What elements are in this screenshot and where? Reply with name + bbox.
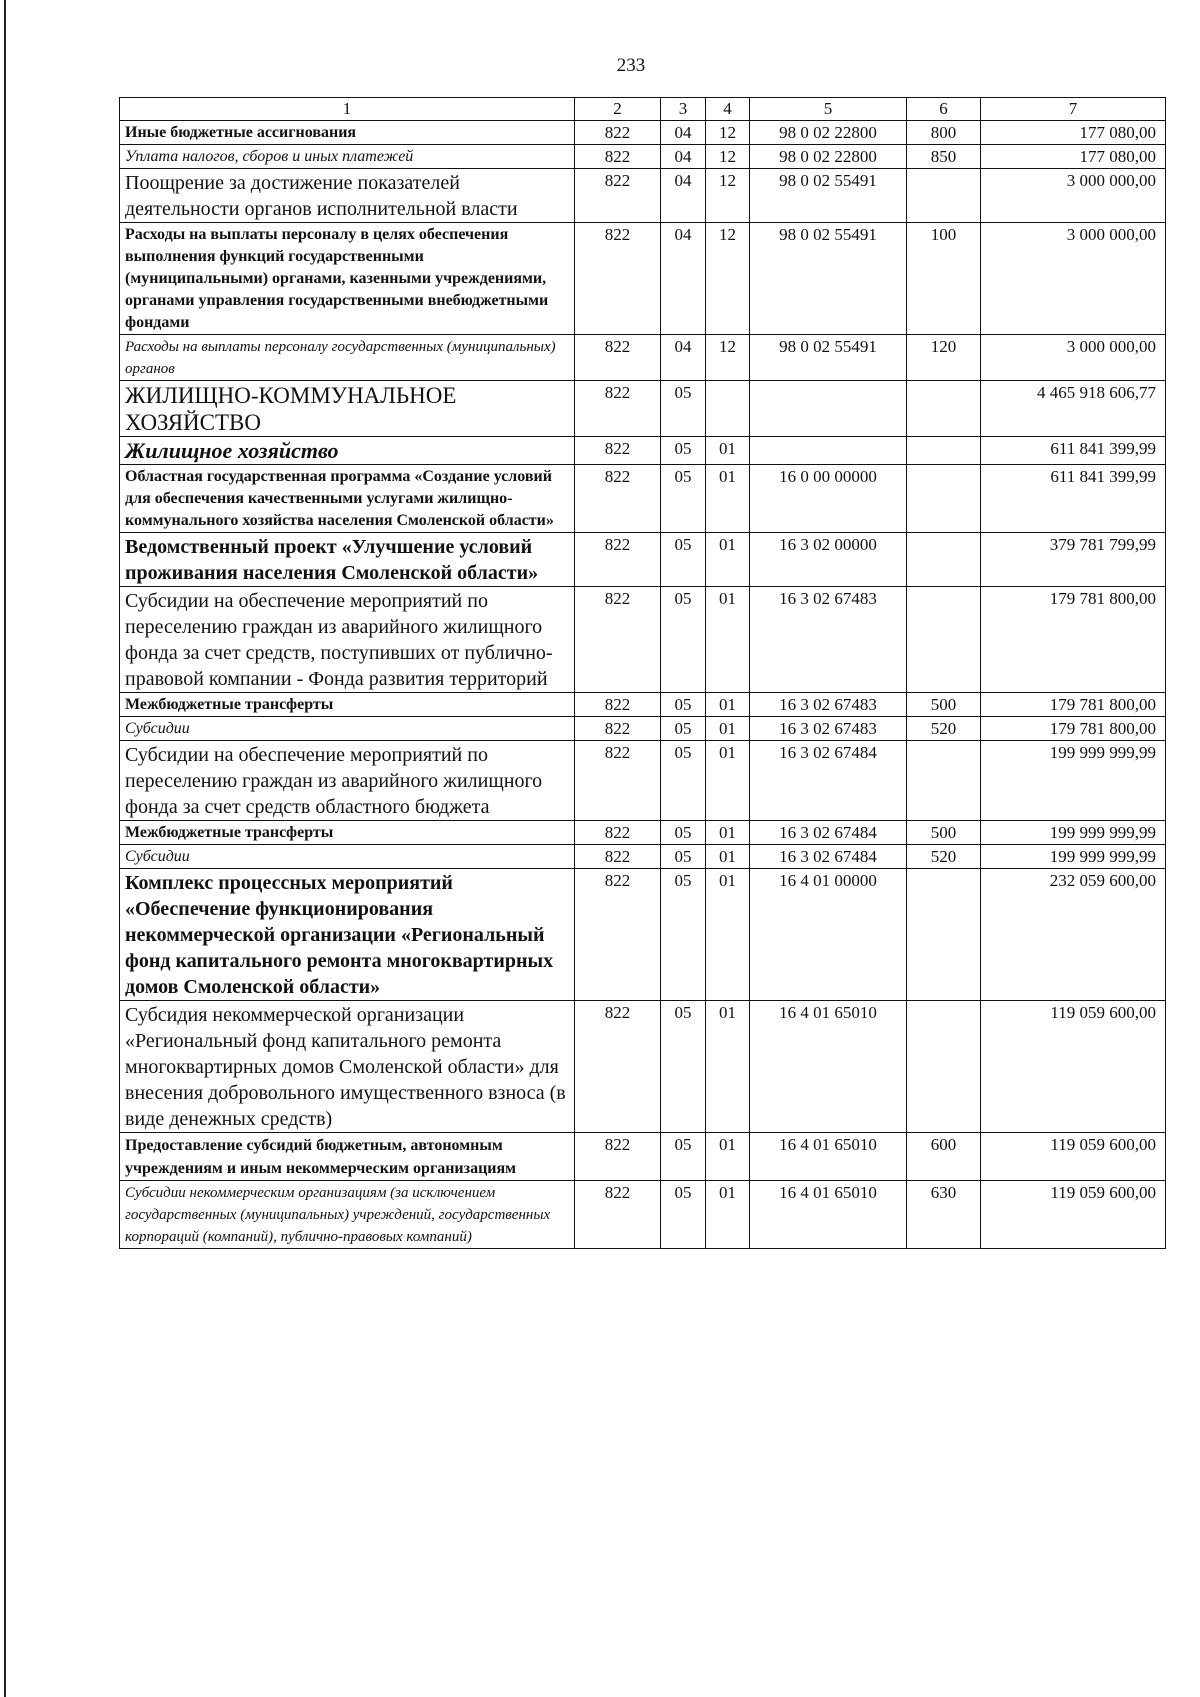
amount-cell: 119 059 600,00	[981, 1001, 1166, 1133]
row-name-cell: ЖИЛИЩНО-КОММУНАЛЬНОЕ ХОЗЯЙСТВО	[120, 381, 575, 437]
ministry-code-cell: 822	[575, 533, 661, 587]
section-code-cell: 05	[661, 1181, 706, 1249]
target-article-cell: 16 3 02 67483	[750, 693, 907, 717]
target-article-cell: 98 0 02 22800	[750, 121, 907, 145]
table-row	[120, 465, 1166, 533]
target-article-cell: 16 3 02 67483	[750, 587, 907, 693]
target-article-cell: 16 3 02 67483	[750, 717, 907, 741]
column-header: 7	[981, 98, 1166, 121]
target-article-cell: 16 4 01 65010	[750, 1001, 907, 1133]
expense-type-cell: 520	[907, 717, 981, 741]
subsection-code-cell	[706, 381, 750, 437]
subsection-code-cell: 12	[706, 121, 750, 145]
subsection-code-cell: 01	[706, 845, 750, 869]
ministry-code-cell: 822	[575, 587, 661, 693]
amount-cell: 119 059 600,00	[981, 1181, 1166, 1249]
table-row	[120, 693, 1166, 717]
section-code-cell: 05	[661, 845, 706, 869]
ministry-code-cell: 822	[575, 693, 661, 717]
row-name-cell: Жилищное хозяйство	[120, 437, 575, 465]
amount-cell: 199 999 999,99	[981, 741, 1166, 821]
table-row	[120, 169, 1166, 223]
table-row	[120, 533, 1166, 587]
amount-cell: 199 999 999,99	[981, 821, 1166, 845]
expense-type-cell	[907, 169, 981, 223]
ministry-code-cell: 822	[575, 845, 661, 869]
ministry-code-cell: 822	[575, 437, 661, 465]
section-code-cell: 05	[661, 1133, 706, 1181]
expense-type-cell	[907, 1001, 981, 1133]
ministry-code-cell: 822	[575, 741, 661, 821]
row-name-cell: Комплекс процессных мероприятий «Обеспечение функционирования некоммерческой организации «Региональный фонд капитального ремонта многоквартирных домов Смоленской области»	[120, 869, 575, 1001]
section-code-cell: 04	[661, 169, 706, 223]
subsection-code-cell: 01	[706, 717, 750, 741]
ministry-code-cell: 822	[575, 169, 661, 223]
column-header: 5	[750, 98, 907, 121]
target-article-cell: 16 4 01 00000	[750, 869, 907, 1001]
table-header-row	[120, 98, 1166, 121]
table-row	[120, 335, 1166, 381]
table-row	[120, 587, 1166, 693]
subsection-code-cell: 12	[706, 169, 750, 223]
subsection-code-cell: 01	[706, 693, 750, 717]
expense-type-cell: 520	[907, 845, 981, 869]
expense-type-cell: 500	[907, 821, 981, 845]
table-row	[120, 1181, 1166, 1249]
amount-cell: 119 059 600,00	[981, 1133, 1166, 1181]
column-header: 4	[706, 98, 750, 121]
column-header: 6	[907, 98, 981, 121]
target-article-cell: 98 0 02 22800	[750, 145, 907, 169]
target-article-cell: 98 0 02 55491	[750, 169, 907, 223]
section-code-cell: 05	[661, 437, 706, 465]
section-code-cell: 04	[661, 121, 706, 145]
row-name-cell: Уплата налогов, сборов и иных платежей	[120, 145, 575, 169]
table-row	[120, 1001, 1166, 1133]
section-code-cell: 05	[661, 741, 706, 821]
expense-type-cell	[907, 869, 981, 1001]
section-code-cell: 05	[661, 381, 706, 437]
target-article-cell	[750, 381, 907, 437]
table-row	[120, 821, 1166, 845]
subsection-code-cell: 01	[706, 1133, 750, 1181]
ministry-code-cell: 822	[575, 821, 661, 845]
column-header: 1	[120, 98, 575, 121]
table-row	[120, 145, 1166, 169]
section-code-cell: 05	[661, 821, 706, 845]
subsection-code-cell: 01	[706, 869, 750, 1001]
ministry-code-cell: 822	[575, 1181, 661, 1249]
target-article-cell: 98 0 02 55491	[750, 223, 907, 335]
amount-cell: 177 080,00	[981, 121, 1166, 145]
expense-type-cell	[907, 741, 981, 821]
amount-cell: 179 781 800,00	[981, 717, 1166, 741]
expense-type-cell: 800	[907, 121, 981, 145]
target-article-cell: 16 0 00 00000	[750, 465, 907, 533]
target-article-cell: 16 3 02 67484	[750, 845, 907, 869]
amount-cell: 179 781 800,00	[981, 693, 1166, 717]
section-code-cell: 04	[661, 223, 706, 335]
table-row	[120, 437, 1166, 465]
expense-type-cell: 600	[907, 1133, 981, 1181]
budget-table	[119, 97, 1166, 1249]
target-article-cell: 98 0 02 55491	[750, 335, 907, 381]
subsection-code-cell: 12	[706, 145, 750, 169]
ministry-code-cell: 822	[575, 465, 661, 533]
expense-type-cell	[907, 437, 981, 465]
table-row	[120, 223, 1166, 335]
amount-cell: 379 781 799,99	[981, 533, 1166, 587]
amount-cell: 199 999 999,99	[981, 845, 1166, 869]
amount-cell: 232 059 600,00	[981, 869, 1166, 1001]
subsection-code-cell: 01	[706, 821, 750, 845]
ministry-code-cell: 822	[575, 869, 661, 1001]
subsection-code-cell: 01	[706, 1001, 750, 1133]
target-article-cell: 16 3 02 00000	[750, 533, 907, 587]
amount-cell: 3 000 000,00	[981, 223, 1166, 335]
table-row	[120, 741, 1166, 821]
expense-type-cell	[907, 465, 981, 533]
amount-cell: 177 080,00	[981, 145, 1166, 169]
section-code-cell: 05	[661, 869, 706, 1001]
section-code-cell: 05	[661, 587, 706, 693]
row-name-cell: Субсидия некоммерческой организации «Региональный фонд капитального ремонта многоквартирных домов Смоленской области» для внесения добровольного имущественного взноса (в виде денежных средств)	[120, 1001, 575, 1133]
amount-cell: 4 465 918 606,77	[981, 381, 1166, 437]
table-row	[120, 121, 1166, 145]
binding-edge-line	[4, 0, 6, 1697]
row-name-cell: Поощрение за достижение показателей деятельности органов исполнительной власти	[120, 169, 575, 223]
row-name-cell: Субсидии	[120, 717, 575, 741]
ministry-code-cell: 822	[575, 1133, 661, 1181]
subsection-code-cell: 01	[706, 1181, 750, 1249]
row-name-cell: Субсидии	[120, 845, 575, 869]
row-name-cell: Межбюджетные трансферты	[120, 693, 575, 717]
expense-type-cell	[907, 587, 981, 693]
amount-cell: 3 000 000,00	[981, 169, 1166, 223]
expense-type-cell	[907, 381, 981, 437]
table-row	[120, 381, 1166, 437]
amount-cell: 3 000 000,00	[981, 335, 1166, 381]
row-name-cell: Иные бюджетные ассигнования	[120, 121, 575, 145]
column-header: 2	[575, 98, 661, 121]
target-article-cell: 16 4 01 65010	[750, 1133, 907, 1181]
section-code-cell: 05	[661, 465, 706, 533]
section-code-cell: 04	[661, 145, 706, 169]
ministry-code-cell: 822	[575, 381, 661, 437]
expense-type-cell: 120	[907, 335, 981, 381]
row-name-cell: Областная государственная программа «Создание условий для обеспечения качественными услугами жилищно-коммунального хозяйства населения Смоленской области»	[120, 465, 575, 533]
ministry-code-cell: 822	[575, 335, 661, 381]
row-name-cell: Межбюджетные трансферты	[120, 821, 575, 845]
expense-type-cell: 850	[907, 145, 981, 169]
subsection-code-cell: 01	[706, 587, 750, 693]
expense-type-cell: 100	[907, 223, 981, 335]
target-article-cell	[750, 437, 907, 465]
page-number: 233	[616, 55, 646, 76]
table-row	[120, 717, 1166, 741]
target-article-cell: 16 3 02 67484	[750, 741, 907, 821]
ministry-code-cell: 822	[575, 223, 661, 335]
row-name-cell: Субсидии некоммерческим организациям (за исключением государственных (муниципальных) учреждений, государственных корпораций (компаний), публично-правовых компаний)	[120, 1181, 575, 1249]
target-article-cell: 16 3 02 67484	[750, 821, 907, 845]
amount-cell: 179 781 800,00	[981, 587, 1166, 693]
target-article-cell: 16 4 01 65010	[750, 1181, 907, 1249]
table-row	[120, 1133, 1166, 1181]
row-name-cell: Расходы на выплаты персоналу государственных (муниципальных) органов	[120, 335, 575, 381]
expense-type-cell: 500	[907, 693, 981, 717]
section-code-cell: 05	[661, 1001, 706, 1133]
subsection-code-cell: 01	[706, 741, 750, 821]
table-row	[120, 869, 1166, 1001]
section-code-cell: 05	[661, 693, 706, 717]
amount-cell: 611 841 399,99	[981, 465, 1166, 533]
section-code-cell: 05	[661, 717, 706, 741]
column-header: 3	[661, 98, 706, 121]
row-name-cell: Субсидии на обеспечение мероприятий по переселению граждан из аварийного жилищного фонда за счет средств, поступивших от публично-правовой компании - Фонда развития территорий	[120, 587, 575, 693]
row-name-cell: Субсидии на обеспечение мероприятий по переселению граждан из аварийного жилищного фонда за счет средств областного бюджета	[120, 741, 575, 821]
row-name-cell: Расходы на выплаты персоналу в целях обеспечения выполнения функций государственными (муниципальными) органами, казенными учреждениями, органами управления государственными внебюджетными фондами	[120, 223, 575, 335]
section-code-cell: 04	[661, 335, 706, 381]
row-name-cell: Предоставление субсидий бюджетным, автономным учреждениям и иным некоммерческим организациям	[120, 1133, 575, 1181]
table-row	[120, 845, 1166, 869]
ministry-code-cell: 822	[575, 717, 661, 741]
section-code-cell: 05	[661, 533, 706, 587]
ministry-code-cell: 822	[575, 145, 661, 169]
expense-type-cell	[907, 533, 981, 587]
row-name-cell: Ведомственный проект «Улучшение условий проживания населения Смоленской области»	[120, 533, 575, 587]
amount-cell: 611 841 399,99	[981, 437, 1166, 465]
ministry-code-cell: 822	[575, 121, 661, 145]
subsection-code-cell: 01	[706, 533, 750, 587]
ministry-code-cell: 822	[575, 1001, 661, 1133]
subsection-code-cell: 01	[706, 437, 750, 465]
subsection-code-cell: 12	[706, 223, 750, 335]
subsection-code-cell: 12	[706, 335, 750, 381]
subsection-code-cell: 01	[706, 465, 750, 533]
expense-type-cell: 630	[907, 1181, 981, 1249]
